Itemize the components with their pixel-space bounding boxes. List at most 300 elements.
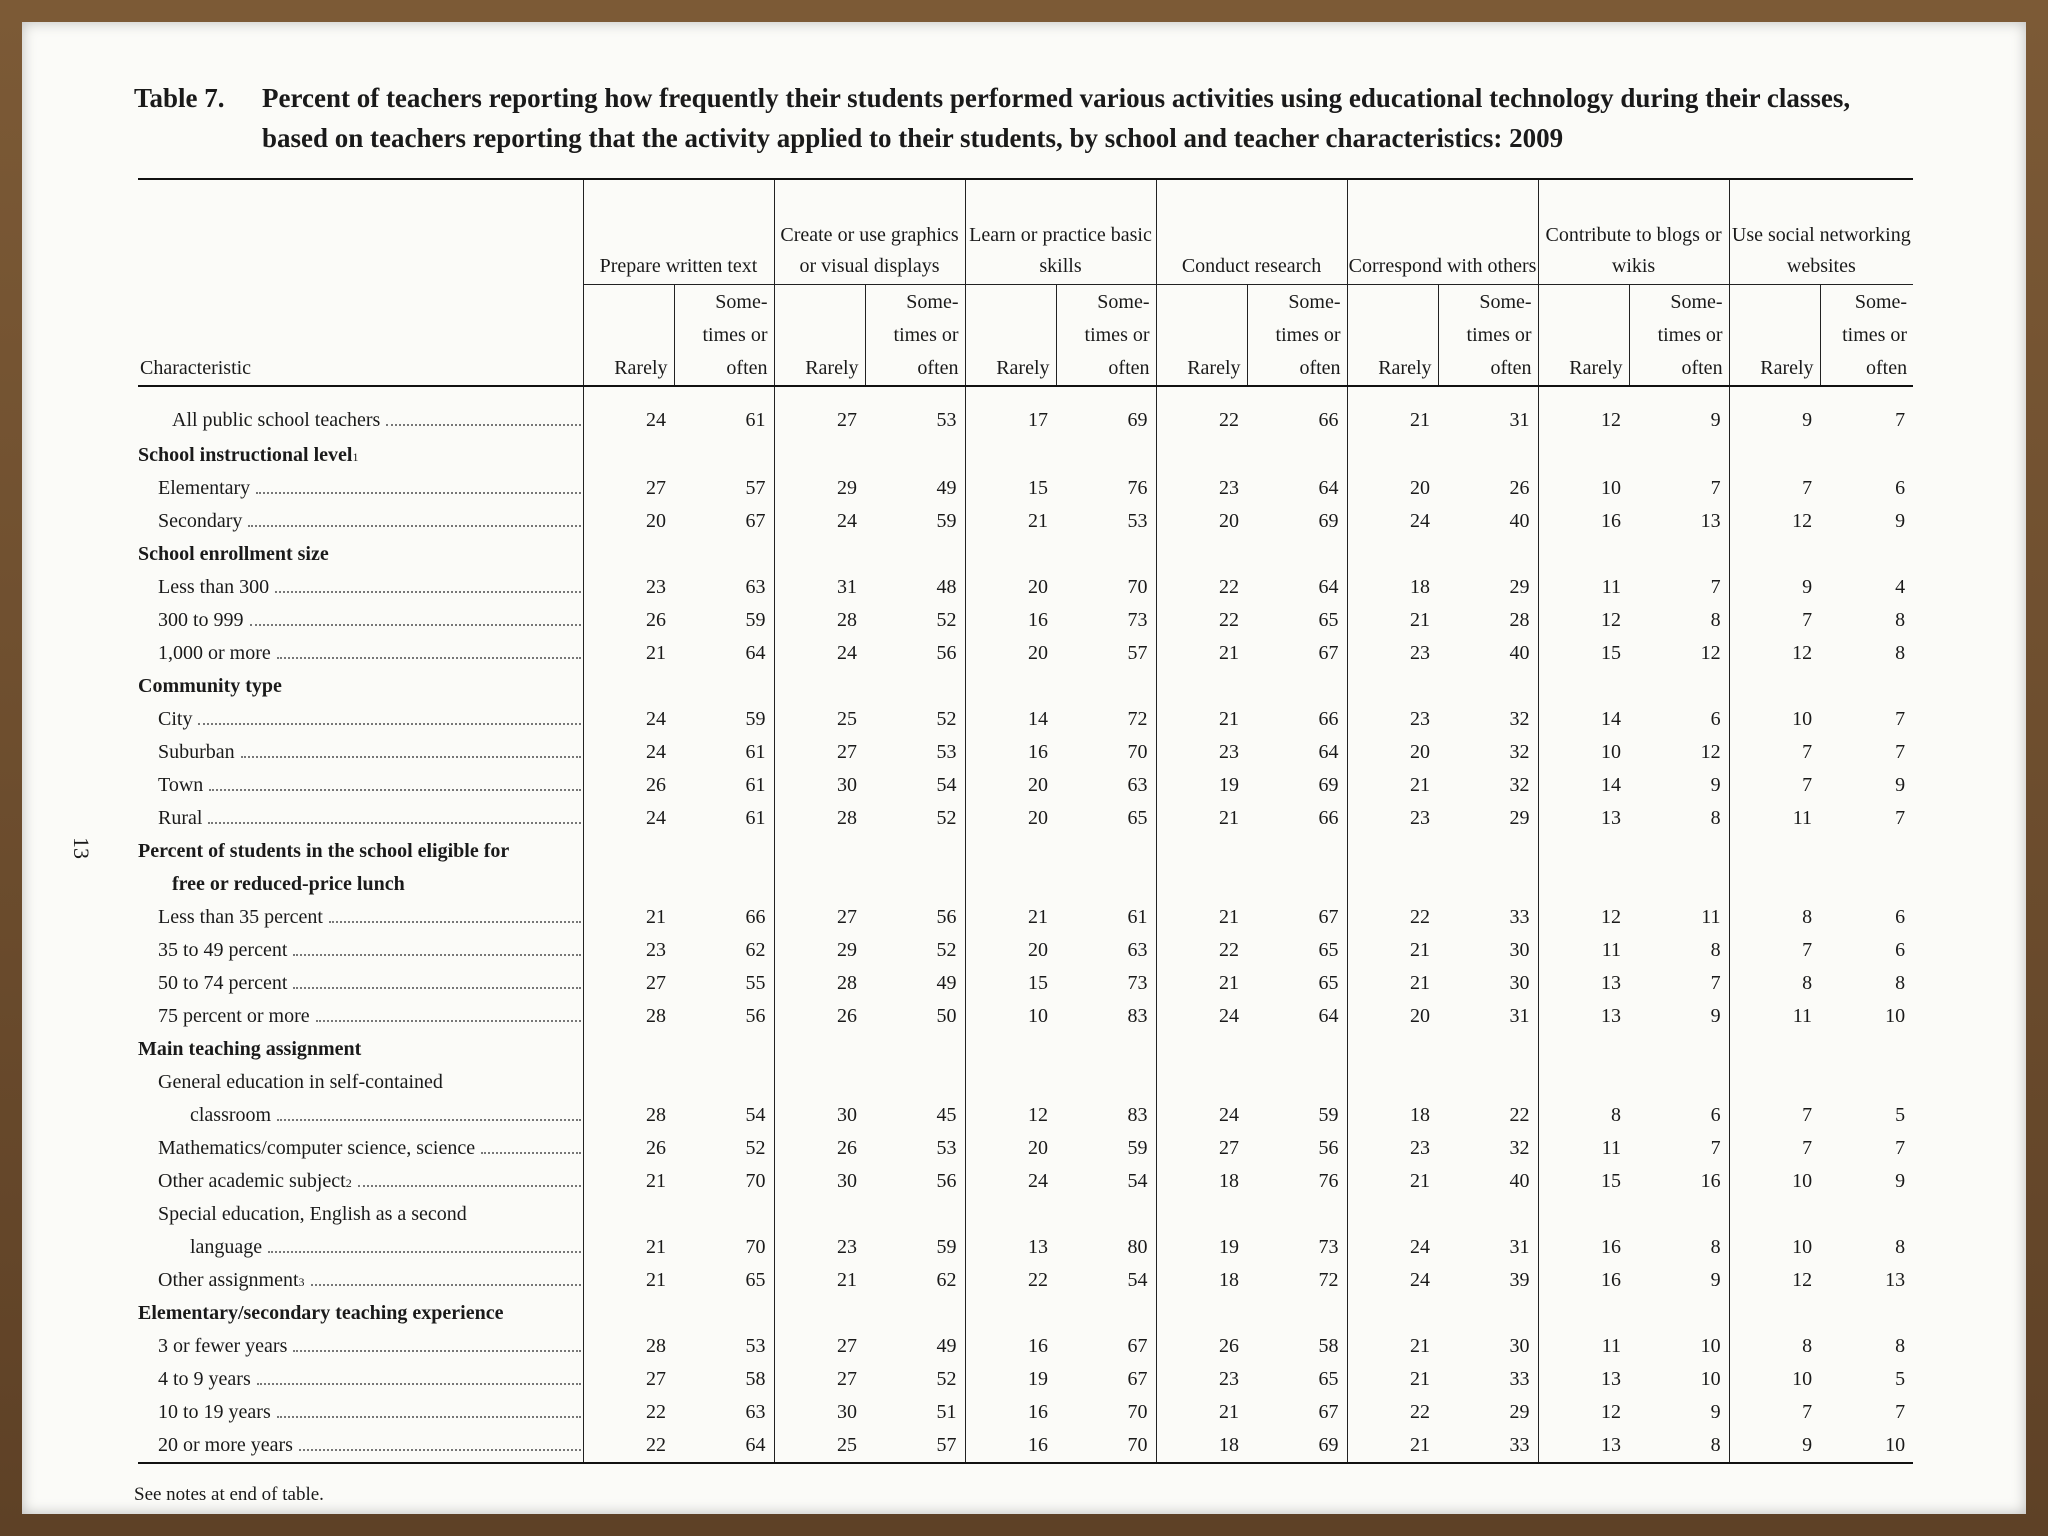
value-cell: 72 [1127, 708, 1148, 730]
dot-leader [268, 1250, 580, 1253]
header-group-label: Learn or practice basic skills [969, 224, 1152, 277]
value-cell: 16 [965, 1396, 1056, 1429]
table-section-row [138, 538, 1913, 571]
empty-cell [1729, 538, 1820, 571]
value-cell: 59 [745, 708, 766, 730]
value-cell: 31 [1509, 1236, 1530, 1258]
row-label: Elementary/secondary teaching experience [138, 1302, 504, 1324]
table-row [138, 1396, 1913, 1429]
row-label: General education in self-contained [158, 1071, 443, 1093]
table-row [138, 386, 1913, 439]
empty-cell [965, 835, 1056, 868]
empty-cell [1247, 1033, 1347, 1066]
value-cell: 58 [745, 1368, 766, 1390]
empty-cell [1438, 1066, 1538, 1099]
value-cell: 8 [1729, 1330, 1820, 1363]
value-cell: 13 [1538, 967, 1629, 1000]
value-cell: 12 [1700, 642, 1721, 664]
value-cell: 27 [774, 736, 865, 769]
value-cell: 22 [583, 1396, 674, 1429]
dot-leader [208, 821, 580, 824]
header-rarely: Rarely [1156, 285, 1247, 387]
value-cell: 18 [1347, 1099, 1438, 1132]
value-cell: 24 [583, 386, 674, 439]
empty-cell [1347, 1066, 1438, 1099]
value-cell: 52 [936, 708, 957, 730]
value-cell: 29 [1509, 576, 1530, 598]
value-cell: 52 [936, 807, 957, 829]
header-group [1347, 179, 1538, 285]
row-label: Elementary [158, 477, 251, 499]
value-cell: 22 [1156, 604, 1247, 637]
value-cell: 49 [936, 972, 957, 994]
value-cell: 9 [1729, 571, 1820, 604]
empty-cell [583, 835, 674, 868]
row-label-cell [138, 1396, 583, 1429]
empty-cell [1538, 439, 1629, 472]
header-group-label: Contribute to blogs or wikis [1545, 224, 1722, 277]
empty-cell [674, 1066, 774, 1099]
value-cell: 57 [865, 1429, 965, 1463]
row-label-cell [138, 571, 583, 604]
empty-cell [774, 1198, 865, 1231]
header-rarely: Rarely [583, 285, 674, 387]
value-cell: 67 [1318, 1401, 1339, 1423]
empty-cell [1056, 670, 1156, 703]
row-label: Other assignment [158, 1269, 299, 1291]
value-cell: 32 [1509, 741, 1530, 763]
value-cell: 29 [774, 934, 865, 967]
value-cell: 11 [1538, 1330, 1629, 1363]
empty-cell [774, 835, 865, 868]
value-cell: 65 [1318, 972, 1339, 994]
value-cell: 24 [774, 505, 865, 538]
value-cell: 21 [1156, 967, 1247, 1000]
value-cell: 56 [936, 1170, 957, 1192]
row-label-cell [138, 1231, 583, 1264]
empty-cell [1629, 670, 1729, 703]
empty-cell [583, 439, 674, 472]
value-cell: 11 [1729, 802, 1820, 835]
value-cell: 20 [965, 637, 1056, 670]
value-cell: 20 [965, 802, 1056, 835]
row-label: Special education, English as a second [158, 1203, 467, 1225]
row-label-cell [138, 703, 583, 736]
table-row [138, 1429, 1913, 1463]
table-header [138, 179, 1913, 386]
empty-cell [1820, 1198, 1913, 1231]
value-cell: 32 [1509, 774, 1530, 796]
value-cell: 6 [1710, 1104, 1721, 1126]
empty-cell [1156, 670, 1247, 703]
value-cell: 52 [936, 939, 957, 961]
value-cell: 53 [936, 1137, 957, 1159]
empty-cell [1156, 1297, 1247, 1330]
dot-leader [293, 986, 580, 989]
value-cell: 20 [583, 505, 674, 538]
row-label-cell [138, 1132, 583, 1165]
value-cell: 7 [1895, 1401, 1906, 1423]
value-cell: 4 [1895, 576, 1906, 598]
table-section-row [138, 1033, 1913, 1066]
value-cell: 20 [965, 769, 1056, 802]
header-rarely: Rarely [774, 285, 865, 387]
table-row [138, 472, 1913, 505]
value-cell: 26 [583, 604, 674, 637]
empty-cell [1156, 1033, 1247, 1066]
value-cell: 29 [774, 472, 865, 505]
row-label: All public school teachers [172, 408, 381, 431]
value-cell: 30 [774, 1099, 865, 1132]
dot-leader [277, 656, 581, 659]
data-table [138, 178, 1913, 1464]
header-group-label: Create or use graphics or visual displays [780, 224, 959, 277]
value-cell: 28 [774, 604, 865, 637]
header-sometimes-often: Some- times or often [865, 285, 965, 387]
value-cell: 20 [1347, 1000, 1438, 1033]
value-cell: 56 [745, 1005, 766, 1027]
value-cell: 63 [745, 576, 766, 598]
value-cell: 16 [1538, 1231, 1629, 1264]
value-cell: 11 [1538, 934, 1629, 967]
empty-cell [1156, 868, 1247, 901]
dot-leader [277, 1415, 581, 1418]
empty-cell [1056, 1066, 1156, 1099]
value-cell: 20 [965, 934, 1056, 967]
header-group [583, 179, 774, 285]
empty-cell [865, 835, 965, 868]
row-label: Main teaching assignment [138, 1038, 362, 1060]
table-row [138, 637, 1913, 670]
value-cell: 24 [1156, 1099, 1247, 1132]
value-cell: 13 [965, 1231, 1056, 1264]
row-label-cell [138, 439, 583, 472]
value-cell: 13 [1885, 1269, 1906, 1291]
empty-cell [965, 439, 1056, 472]
value-cell: 73 [1127, 609, 1148, 631]
value-cell: 63 [745, 1401, 766, 1423]
value-cell: 27 [1156, 1132, 1247, 1165]
value-cell: 29 [1509, 1401, 1530, 1423]
row-label-cell [138, 934, 583, 967]
value-cell: 39 [1509, 1269, 1530, 1291]
value-cell: 15 [965, 472, 1056, 505]
empty-cell [1247, 835, 1347, 868]
row-label-cell [138, 1000, 583, 1033]
table-section-row [138, 439, 1913, 472]
value-cell: 7 [1895, 1137, 1906, 1159]
row-label: 35 to 49 percent [158, 939, 288, 961]
empty-cell [774, 1066, 865, 1099]
value-cell: 70 [1127, 741, 1148, 763]
row-label-cell [138, 386, 583, 439]
value-cell: 18 [1156, 1165, 1247, 1198]
empty-cell [1538, 868, 1629, 901]
header-group-label: Correspond with others [1348, 255, 1537, 277]
value-cell: 8 [1895, 972, 1906, 994]
empty-cell [674, 868, 774, 901]
empty-cell [1056, 835, 1156, 868]
value-cell: 64 [1318, 576, 1339, 598]
empty-cell [1538, 538, 1629, 571]
value-cell: 6 [1710, 708, 1721, 730]
empty-cell [1629, 538, 1729, 571]
row-label-cell [138, 736, 583, 769]
row-label-cell [138, 868, 583, 901]
dot-leader [358, 1184, 581, 1187]
empty-cell [583, 538, 674, 571]
value-cell: 11 [1538, 571, 1629, 604]
value-cell: 16 [965, 1330, 1056, 1363]
empty-cell [674, 439, 774, 472]
value-cell: 20 [1156, 505, 1247, 538]
value-cell: 54 [936, 774, 957, 796]
value-cell: 24 [1347, 1231, 1438, 1264]
value-cell: 61 [745, 807, 766, 829]
value-cell: 27 [583, 967, 674, 1000]
value-cell: 21 [1156, 901, 1247, 934]
value-cell: 13 [1538, 1429, 1629, 1463]
value-cell: 67 [1318, 906, 1339, 928]
empty-cell [965, 670, 1056, 703]
header-sometimes-often: Some- times or often [1247, 285, 1347, 387]
value-cell: 28 [774, 802, 865, 835]
value-cell: 61 [1127, 906, 1148, 928]
table-row [138, 1099, 1913, 1132]
empty-cell [965, 538, 1056, 571]
table-row [138, 769, 1913, 802]
value-cell: 18 [1347, 571, 1438, 604]
value-cell: 29 [1509, 807, 1530, 829]
empty-cell [1347, 538, 1438, 571]
table-row [138, 934, 1913, 967]
header-group [1538, 179, 1729, 285]
empty-cell [865, 1066, 965, 1099]
table-title-text: Percent of teachers reporting how frequently their students performed various activities using educational technology during their classes, based on teachers reporting that the activity applied to their students, by school and teacher characteristics: 2009 [262, 83, 1851, 153]
row-label: Community type [138, 675, 282, 697]
value-cell: 10 [1700, 1368, 1721, 1390]
value-cell: 53 [936, 408, 957, 431]
empty-cell [1247, 670, 1347, 703]
empty-cell [1729, 1297, 1820, 1330]
dot-leader [275, 590, 580, 593]
value-cell: 21 [1156, 1396, 1247, 1429]
value-cell: 30 [1509, 939, 1530, 961]
value-cell: 16 [965, 604, 1056, 637]
row-label-cell [138, 802, 583, 835]
value-cell: 52 [936, 1368, 957, 1390]
value-cell: 12 [1729, 1264, 1820, 1297]
table-row [138, 802, 1913, 835]
value-cell: 70 [745, 1170, 766, 1192]
value-cell: 69 [1127, 408, 1148, 431]
value-cell: 33 [1509, 1368, 1530, 1390]
empty-cell [1729, 1033, 1820, 1066]
value-cell: 28 [583, 1330, 674, 1363]
value-cell: 65 [1318, 939, 1339, 961]
row-label: 3 or fewer years [158, 1335, 288, 1357]
empty-cell [1156, 835, 1247, 868]
value-cell: 52 [745, 1137, 766, 1159]
value-cell: 23 [1156, 736, 1247, 769]
empty-cell [1538, 1297, 1629, 1330]
value-cell: 40 [1509, 510, 1530, 532]
value-cell: 21 [1347, 934, 1438, 967]
table-title-label: Table 7. [134, 83, 225, 113]
empty-cell [1056, 439, 1156, 472]
value-cell: 7 [1729, 934, 1820, 967]
value-cell: 21 [583, 637, 674, 670]
value-cell: 6 [1895, 939, 1906, 961]
value-cell: 7 [1710, 576, 1721, 598]
value-cell: 9 [1729, 386, 1820, 439]
empty-cell [1347, 1198, 1438, 1231]
empty-cell [1247, 1297, 1347, 1330]
value-cell: 27 [583, 472, 674, 505]
row-label-cell [138, 769, 583, 802]
empty-cell [774, 868, 865, 901]
value-cell: 7 [1729, 1099, 1820, 1132]
value-cell: 12 [1538, 604, 1629, 637]
value-cell: 7 [1729, 472, 1820, 505]
value-cell: 61 [745, 774, 766, 796]
empty-cell [1438, 670, 1538, 703]
value-cell: 65 [1127, 807, 1148, 829]
empty-cell [774, 670, 865, 703]
value-cell: 6 [1895, 477, 1906, 499]
value-cell: 64 [745, 642, 766, 664]
empty-cell [1629, 439, 1729, 472]
footnote-marker: 2 [345, 1176, 352, 1190]
value-cell: 24 [774, 637, 865, 670]
table-section-row [138, 1198, 1913, 1231]
header-rarely: Rarely [965, 285, 1056, 387]
value-cell: 19 [965, 1363, 1056, 1396]
empty-cell [1820, 1066, 1913, 1099]
row-label-cell [138, 1033, 583, 1066]
value-cell: 6 [1895, 906, 1906, 928]
value-cell: 23 [1347, 1132, 1438, 1165]
empty-cell [674, 1297, 774, 1330]
value-cell: 13 [1538, 1000, 1629, 1033]
table-section-row [138, 1066, 1913, 1099]
value-cell: 18 [1156, 1264, 1247, 1297]
value-cell: 22 [1156, 934, 1247, 967]
value-cell: 26 [1156, 1330, 1247, 1363]
header-group-label: Prepare written text [599, 255, 758, 277]
value-cell: 23 [1347, 802, 1438, 835]
value-cell: 21 [1347, 1165, 1438, 1198]
header-sometimes-often: Some- times or often [1820, 285, 1913, 387]
page-number: 13 [69, 837, 94, 859]
empty-cell [1056, 1297, 1156, 1330]
table-row [138, 1363, 1913, 1396]
empty-cell [583, 670, 674, 703]
value-cell: 12 [1538, 901, 1629, 934]
header-sometimes-often: Some- times or often [1056, 285, 1156, 387]
empty-cell [1538, 1066, 1629, 1099]
empty-cell [865, 1198, 965, 1231]
value-cell: 64 [1318, 741, 1339, 763]
value-cell: 8 [1895, 642, 1906, 664]
value-cell: 21 [1347, 1363, 1438, 1396]
value-cell: 50 [936, 1005, 957, 1027]
value-cell: 53 [936, 741, 957, 763]
value-cell: 15 [965, 967, 1056, 1000]
header-group-label: Use social networking websites [1731, 224, 1911, 277]
value-cell: 15 [1538, 1165, 1629, 1198]
value-cell: 22 [1156, 386, 1247, 439]
empty-cell [674, 538, 774, 571]
value-cell: 66 [1318, 708, 1339, 730]
value-cell: 66 [1318, 807, 1339, 829]
value-cell: 56 [1318, 1137, 1339, 1159]
value-cell: 30 [1509, 972, 1530, 994]
dot-leader [316, 1019, 581, 1022]
value-cell: 9 [1710, 1005, 1721, 1027]
value-cell: 64 [674, 1429, 774, 1463]
empty-cell [1538, 1033, 1629, 1066]
empty-cell [1247, 1066, 1347, 1099]
header-row-groups [138, 179, 1913, 285]
value-cell: 27 [774, 1330, 865, 1363]
value-cell: 15 [1538, 637, 1629, 670]
empty-cell [1247, 1198, 1347, 1231]
value-cell: 7 [1729, 1396, 1820, 1429]
value-cell: 62 [745, 939, 766, 961]
value-cell: 61 [745, 741, 766, 763]
value-cell: 10 [1729, 703, 1820, 736]
value-cell: 31 [774, 571, 865, 604]
empty-cell [1729, 835, 1820, 868]
table-section-row [138, 835, 1913, 868]
empty-cell [1538, 835, 1629, 868]
empty-cell [583, 1198, 674, 1231]
header-sometimes-often: Some- times or often [674, 285, 774, 387]
row-label-cell [138, 1198, 583, 1231]
value-cell: 21 [965, 901, 1056, 934]
value-cell: 25 [774, 703, 865, 736]
empty-cell [1347, 1297, 1438, 1330]
value-cell: 32 [1509, 708, 1530, 730]
value-cell: 31 [1509, 408, 1530, 431]
value-cell: 49 [936, 1335, 957, 1357]
dot-leader [256, 491, 580, 494]
value-cell: 13 [1538, 802, 1629, 835]
value-cell: 8 [1895, 1236, 1906, 1258]
dot-leader [329, 920, 581, 923]
header-sometimes-often: Some- times or often [1438, 285, 1538, 387]
value-cell: 26 [583, 1132, 674, 1165]
value-cell: 30 [774, 769, 865, 802]
dot-leader [250, 623, 581, 626]
value-cell: 8 [1710, 1236, 1721, 1258]
value-cell: 40 [1509, 1170, 1530, 1192]
value-cell: 70 [1127, 1401, 1148, 1423]
value-cell: 9 [1895, 774, 1906, 796]
empty-cell [865, 670, 965, 703]
empty-cell [583, 1066, 674, 1099]
value-cell: 21 [583, 1231, 674, 1264]
value-cell: 12 [1538, 386, 1629, 439]
value-cell: 9 [1710, 774, 1721, 796]
value-cell: 70 [745, 1236, 766, 1258]
row-label-cell [138, 1429, 583, 1463]
value-cell: 24 [965, 1165, 1056, 1198]
empty-cell [865, 439, 965, 472]
value-cell: 28 [1509, 609, 1530, 631]
value-cell: 16 [1538, 505, 1629, 538]
